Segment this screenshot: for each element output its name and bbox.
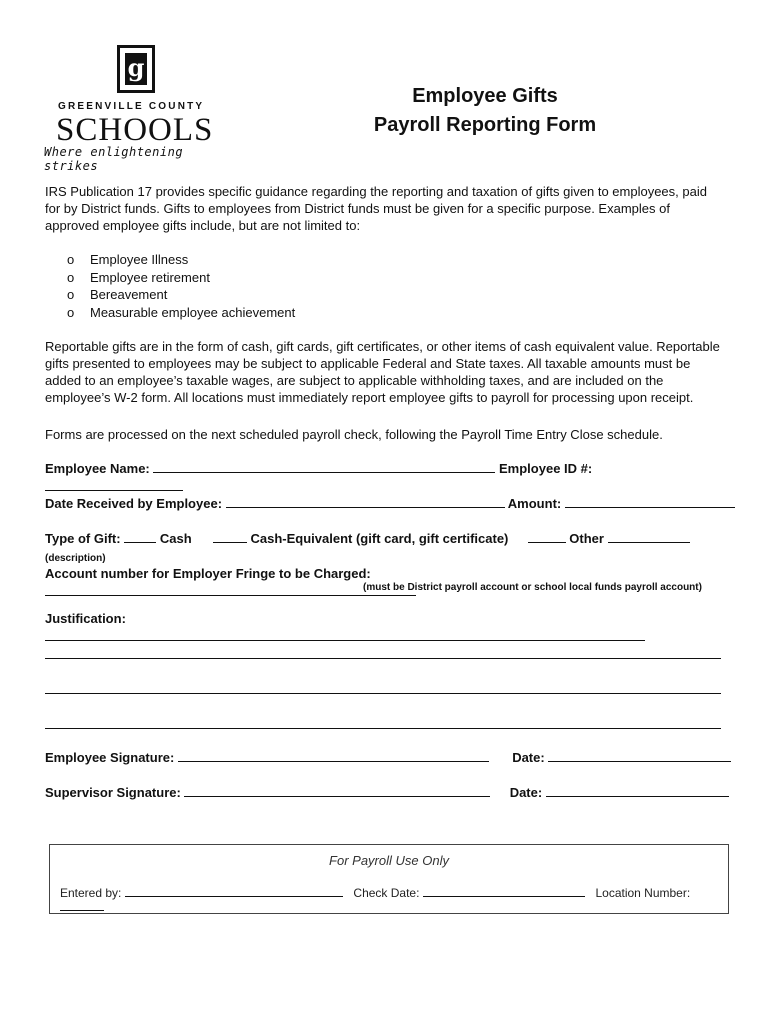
list-item: o Employee Illness — [67, 252, 189, 267]
intro-paragraph: IRS Publication 17 provides specific guidance regarding the reporting and taxation of gifts given to employees, paid for by District funds. Gifts to employees from District funds must be given for a specific purpose. Examples of approved employee gifts include, but are not limited to: — [45, 184, 707, 233]
logo-letter: g — [125, 53, 147, 85]
justification-row — [45, 610, 725, 646]
justification-label: Justification: — [45, 611, 126, 626]
entered-by-field[interactable] — [125, 886, 343, 897]
date-received-row — [45, 495, 735, 513]
date-received-field[interactable] — [226, 495, 505, 508]
date-received-label: Date Received by Employee: — [45, 496, 223, 511]
bullet-marker: o — [67, 304, 75, 320]
approved-gifts-list — [45, 251, 545, 321]
other-checkbox-line[interactable] — [528, 530, 566, 543]
processing-paragraph: Forms are processed on the next scheduled payroll check, following the Payroll Time Entry Close schedule. — [45, 427, 663, 442]
form-subtitle: Payroll Reporting Form — [373, 114, 597, 136]
logo-county: GREENVILLE COUNTY — [58, 101, 205, 112]
employee-signature-date-field[interactable] — [548, 749, 731, 762]
district-logo — [42, 45, 242, 173]
amount-label: Amount: — [507, 496, 562, 511]
supervisor-signature-row — [45, 784, 735, 802]
employee-name-field[interactable] — [153, 460, 495, 473]
justification-field[interactable] — [45, 628, 645, 641]
other-description-field[interactable] — [608, 530, 690, 543]
supervisor-signature-field[interactable] — [184, 784, 490, 797]
employee-signature-date-label: Date: — [512, 750, 545, 765]
justification-line-3[interactable] — [45, 692, 721, 694]
location-number-field[interactable] — [60, 900, 104, 911]
amount-field[interactable] — [565, 495, 735, 508]
cash-checkbox-line[interactable] — [124, 530, 156, 543]
employee-id-label: Employee ID #: — [499, 461, 593, 476]
type-of-gift-label: Type of Gift: — [45, 531, 121, 546]
employee-signature-field[interactable] — [178, 749, 489, 762]
cash-equivalent-label: Cash-Equivalent (gift card, gift certificate) — [250, 531, 509, 546]
logo-schools: SCHOOLS — [56, 112, 214, 148]
entered-by-label: Entered by: — [60, 886, 122, 900]
check-date-field[interactable] — [423, 886, 585, 897]
account-note: (must be District payroll account or school local funds payroll account) — [363, 582, 702, 593]
list-item: o Employee retirement — [67, 269, 210, 285]
bullet-marker: o — [67, 287, 75, 302]
employee-name-label: Employee Name: — [45, 461, 150, 476]
employee-signature-label: Employee Signature: — [45, 750, 175, 765]
form-title: Employee Gifts — [412, 85, 558, 107]
supervisor-signature-label: Supervisor Signature: — [45, 785, 181, 800]
logo-emblem — [117, 45, 155, 93]
supervisor-signature-date-label: Date: — [509, 785, 543, 800]
bullet-marker: o — [67, 252, 75, 267]
description-label: (description) — [45, 553, 106, 564]
check-date-label: Check Date: — [353, 886, 420, 900]
reportable-paragraph: Reportable gifts are in the form of cash, gift cards, gift certificates, or other items of cash equivalent value. Reportable gifts presented to employees may be subject to applicable Federal and State taxes. All taxable amounts must be added to an employee’s taxable wages, are subject to applicable withholding taxes, and are included on the employee’s W-2 form. All locations must immediately report employee gifts to payroll for processing upon receipt. — [45, 339, 720, 405]
employee-id-field[interactable] — [45, 478, 183, 491]
justification-line-2[interactable] — [45, 657, 721, 659]
employee-signature-row — [45, 749, 735, 767]
payroll-use-title: For Payroll Use Only — [329, 853, 449, 868]
bullet-marker: o — [67, 269, 75, 285]
type-of-gift-row — [45, 530, 735, 568]
location-number-label: Location Number: — [595, 886, 691, 900]
cash-label: Cash — [159, 531, 192, 546]
justification-line-4[interactable] — [45, 727, 721, 729]
supervisor-signature-date-field[interactable] — [546, 784, 729, 797]
cash-equivalent-checkbox-line[interactable] — [213, 530, 247, 543]
account-number-label: Account number for Employer Fringe to be Charged: — [45, 566, 371, 581]
payroll-use-box — [49, 844, 729, 914]
account-number-field[interactable] — [45, 583, 416, 596]
list-item: o Measurable employee achievement — [67, 304, 296, 320]
employee-name-row — [45, 460, 725, 496]
list-item: o Bereavement — [67, 287, 168, 302]
other-label: Other — [569, 531, 604, 546]
logo-tagline: Where enlightening strikes — [44, 145, 184, 173]
payroll-use-row — [60, 886, 728, 914]
